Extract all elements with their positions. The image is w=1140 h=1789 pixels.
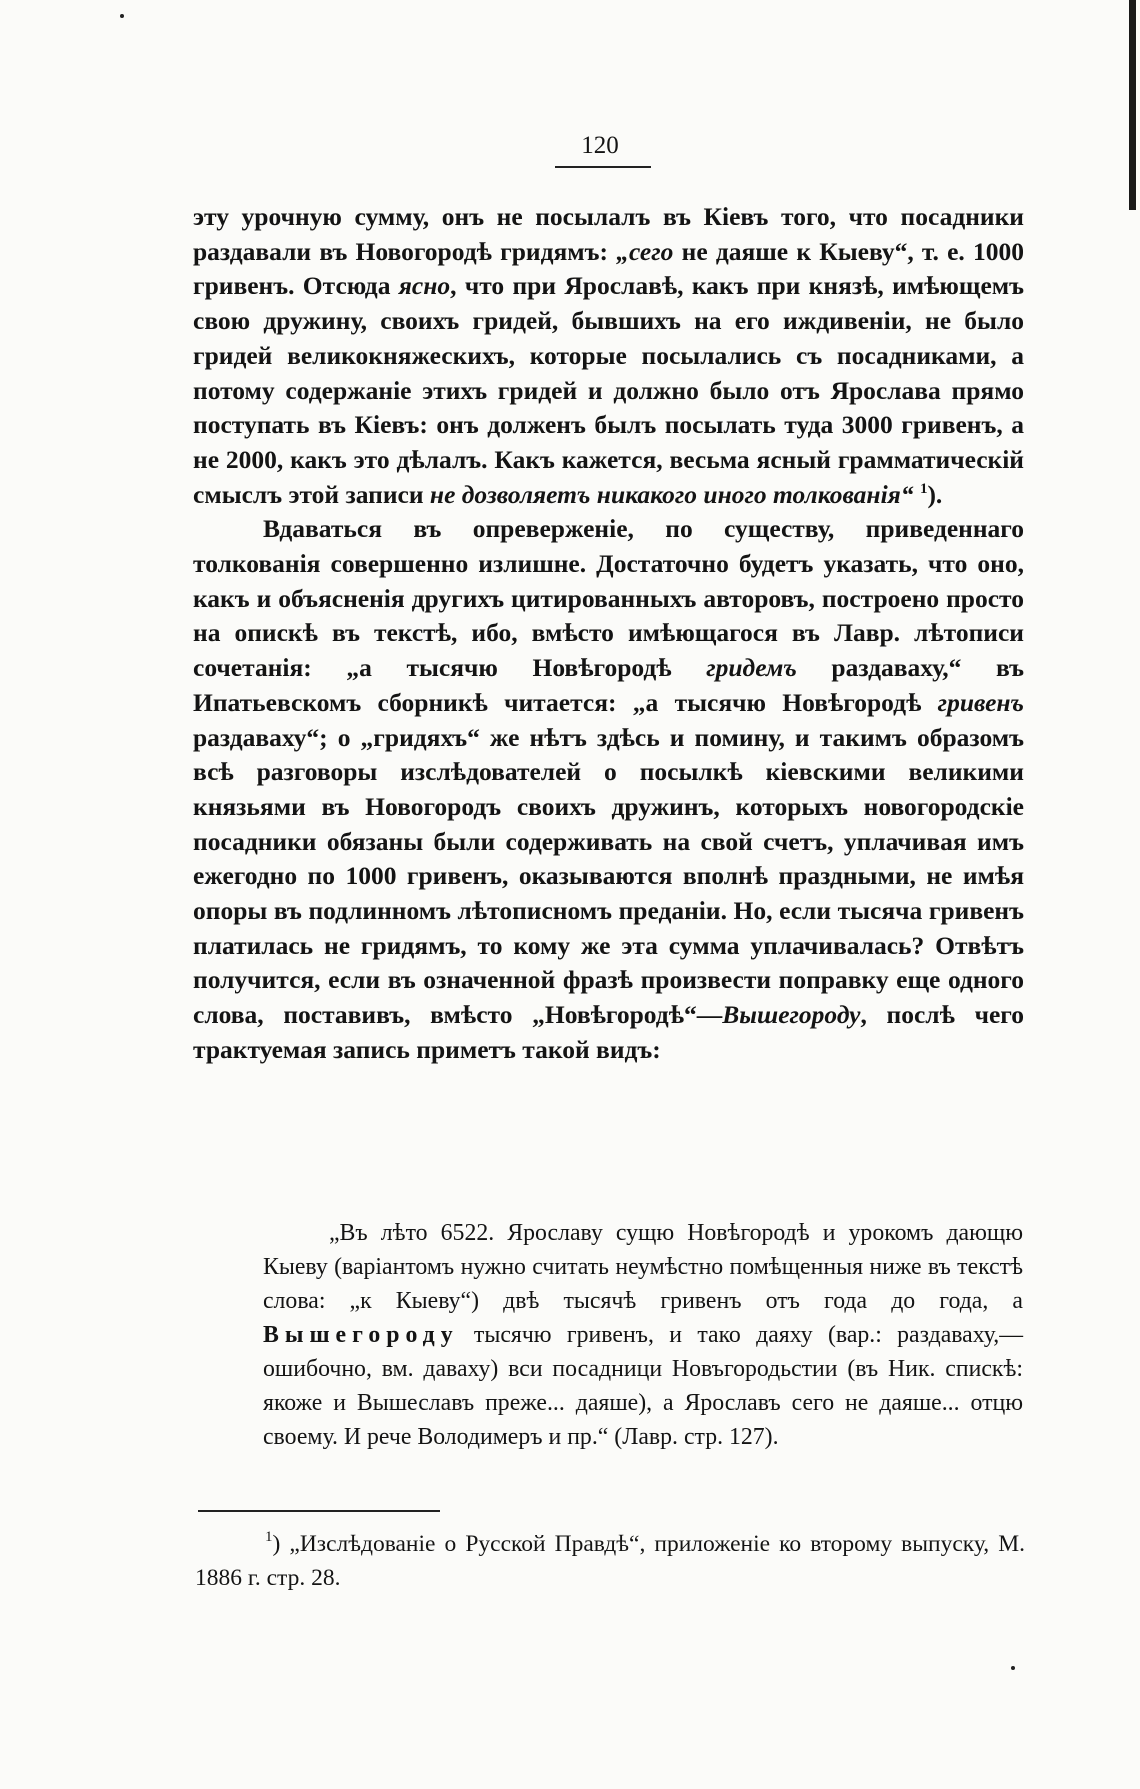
footnote-paragraph [195, 1527, 1025, 1595]
paragraph-1-emphasis: „сего [616, 236, 674, 266]
paragraph-2 [193, 512, 1024, 1067]
paragraph-1-emphasis: ясно [398, 271, 451, 301]
footnote-reference[interactable]: 1 [919, 480, 928, 497]
scan-speck [120, 14, 124, 18]
paragraph-2-emphasis: гридемъ [706, 653, 797, 683]
paragraph-2-text: Вдаваться въ опреверженіе, по существу, приведеннаго толкованія совершенно излишне. Достаточно будетъ указать, что оно, какъ и объясненія другихъ цитированныхъ авторовъ, построено просто на опискѣ въ текстѣ, ибо, вмѣсто имѣющагося въ Лавр. лѣтописи сочетанія: „а тысячю Новѣгородѣ [193, 514, 1024, 683]
paragraph-1-text: не даяше к Кыеву“, т. е. 1000 гривенъ. Отсюда [193, 236, 1024, 301]
paragraph-1-text: эту урочную сумму, онъ не посылалъ въ Кіевъ того, что посадники раздавали въ Новогородѣ гридямъ: [193, 202, 1024, 266]
chronicle-quote [263, 1216, 1023, 1454]
paragraph-2-emphasis: Вышегороду [722, 1000, 861, 1030]
paragraph-1-emphasis: не дозволяетъ никакого иного толкованія“ [429, 479, 914, 509]
page-number: 120 [581, 132, 619, 159]
quote-text: „Въ лѣто 6522. Ярославу сущю Новѣгородѣ и урокомъ дающю Кыеву (варіантомъ нужно считать неумѣстно помѣщенныя ниже въ текстѣ слова: „к Кыеву“) двѣ тысячѣ гривенъ отъ года до года, а [263, 1220, 1023, 1314]
footnote-text: ) „Изслѣдованіе о Русской Правдѣ“, приложеніе ко второму выпуску, М. 1886 г. стр. 28. [195, 1531, 1025, 1591]
paragraph-2-text: , послѣ чего трактуемая запись приметъ такой видъ: [193, 1000, 1024, 1064]
paragraph-1-text: ). [927, 479, 943, 509]
paragraph-2-text: раздаваху“; о „гридяхъ“ же нѣтъ здѣсь и помину, и такимъ образомъ всѣ разговоры изслѣдователей о посылкѣ кіевскими великими князьями въ Новогородъ своихъ дружинъ, которыхъ новогородскіе посадники обязаны были содерживать на свой счетъ, уплачивая имъ ежегодно по 1000 гривенъ, оказываются вполнѣ праздными, не имѣя опоры въ подлинномъ лѣтописномъ преданіи. Но, если тысяча гривенъ платилась не гридямъ, то кому же эта сумма уплачивалась? Отвѣтъ получится, если въ означенной фразѣ произвести поправку еще одного слова, поставивъ, вмѣсто „Новѣгородѣ“— [193, 722, 1024, 1030]
paragraph-1-text: , что при Ярославѣ, какъ при князѣ, имѣющемъ свою дружину, своихъ гридей, бывшихъ на его иждивеніи, не было гридей великокняжескихъ, которые посылались съ посадниками, а потому содержаніе этихъ гридей и должно было отъ Ярослава прямо поступать въ Кіевъ: онъ долженъ былъ посылать туда 3000 гривенъ, а не 2000, какъ это дѣлалъ. Какъ кажется, весьма ясный грамматическій смыслъ этой записи [193, 271, 1024, 509]
main-text [193, 200, 1024, 1068]
paragraph-2-emphasis: гривенъ [937, 687, 1024, 717]
scan-speck [1011, 1666, 1015, 1670]
footnote-rule [198, 1510, 440, 1512]
quote-spaced-word: Вышегороду [263, 1322, 459, 1348]
paragraph-2-text: раздаваху,“ въ Ипатьевскомъ сборникѣ читается: „а тысячю Новѣгородѣ [193, 653, 1024, 717]
quote-paragraph [263, 1216, 1023, 1454]
page-number-rule [555, 166, 651, 168]
paragraph-1 [193, 200, 1024, 512]
quote-text: тысячю гривенъ, и тако даяху (вар.: раздаваху,— ошибочно, вм. даваху) вси посадници Новъгородьстии (въ Ник. спискѣ: якоже и Вышеславъ преже... даяше), а Ярославъ сего не даяше... отцю своему. И рече Володимеръ и пр.“ (Лавр. стр. 127). [263, 1322, 1023, 1450]
scan-edge-shadow [1129, 0, 1136, 210]
footnote [195, 1527, 1025, 1595]
footnote-marker: 1 [265, 1529, 273, 1545]
